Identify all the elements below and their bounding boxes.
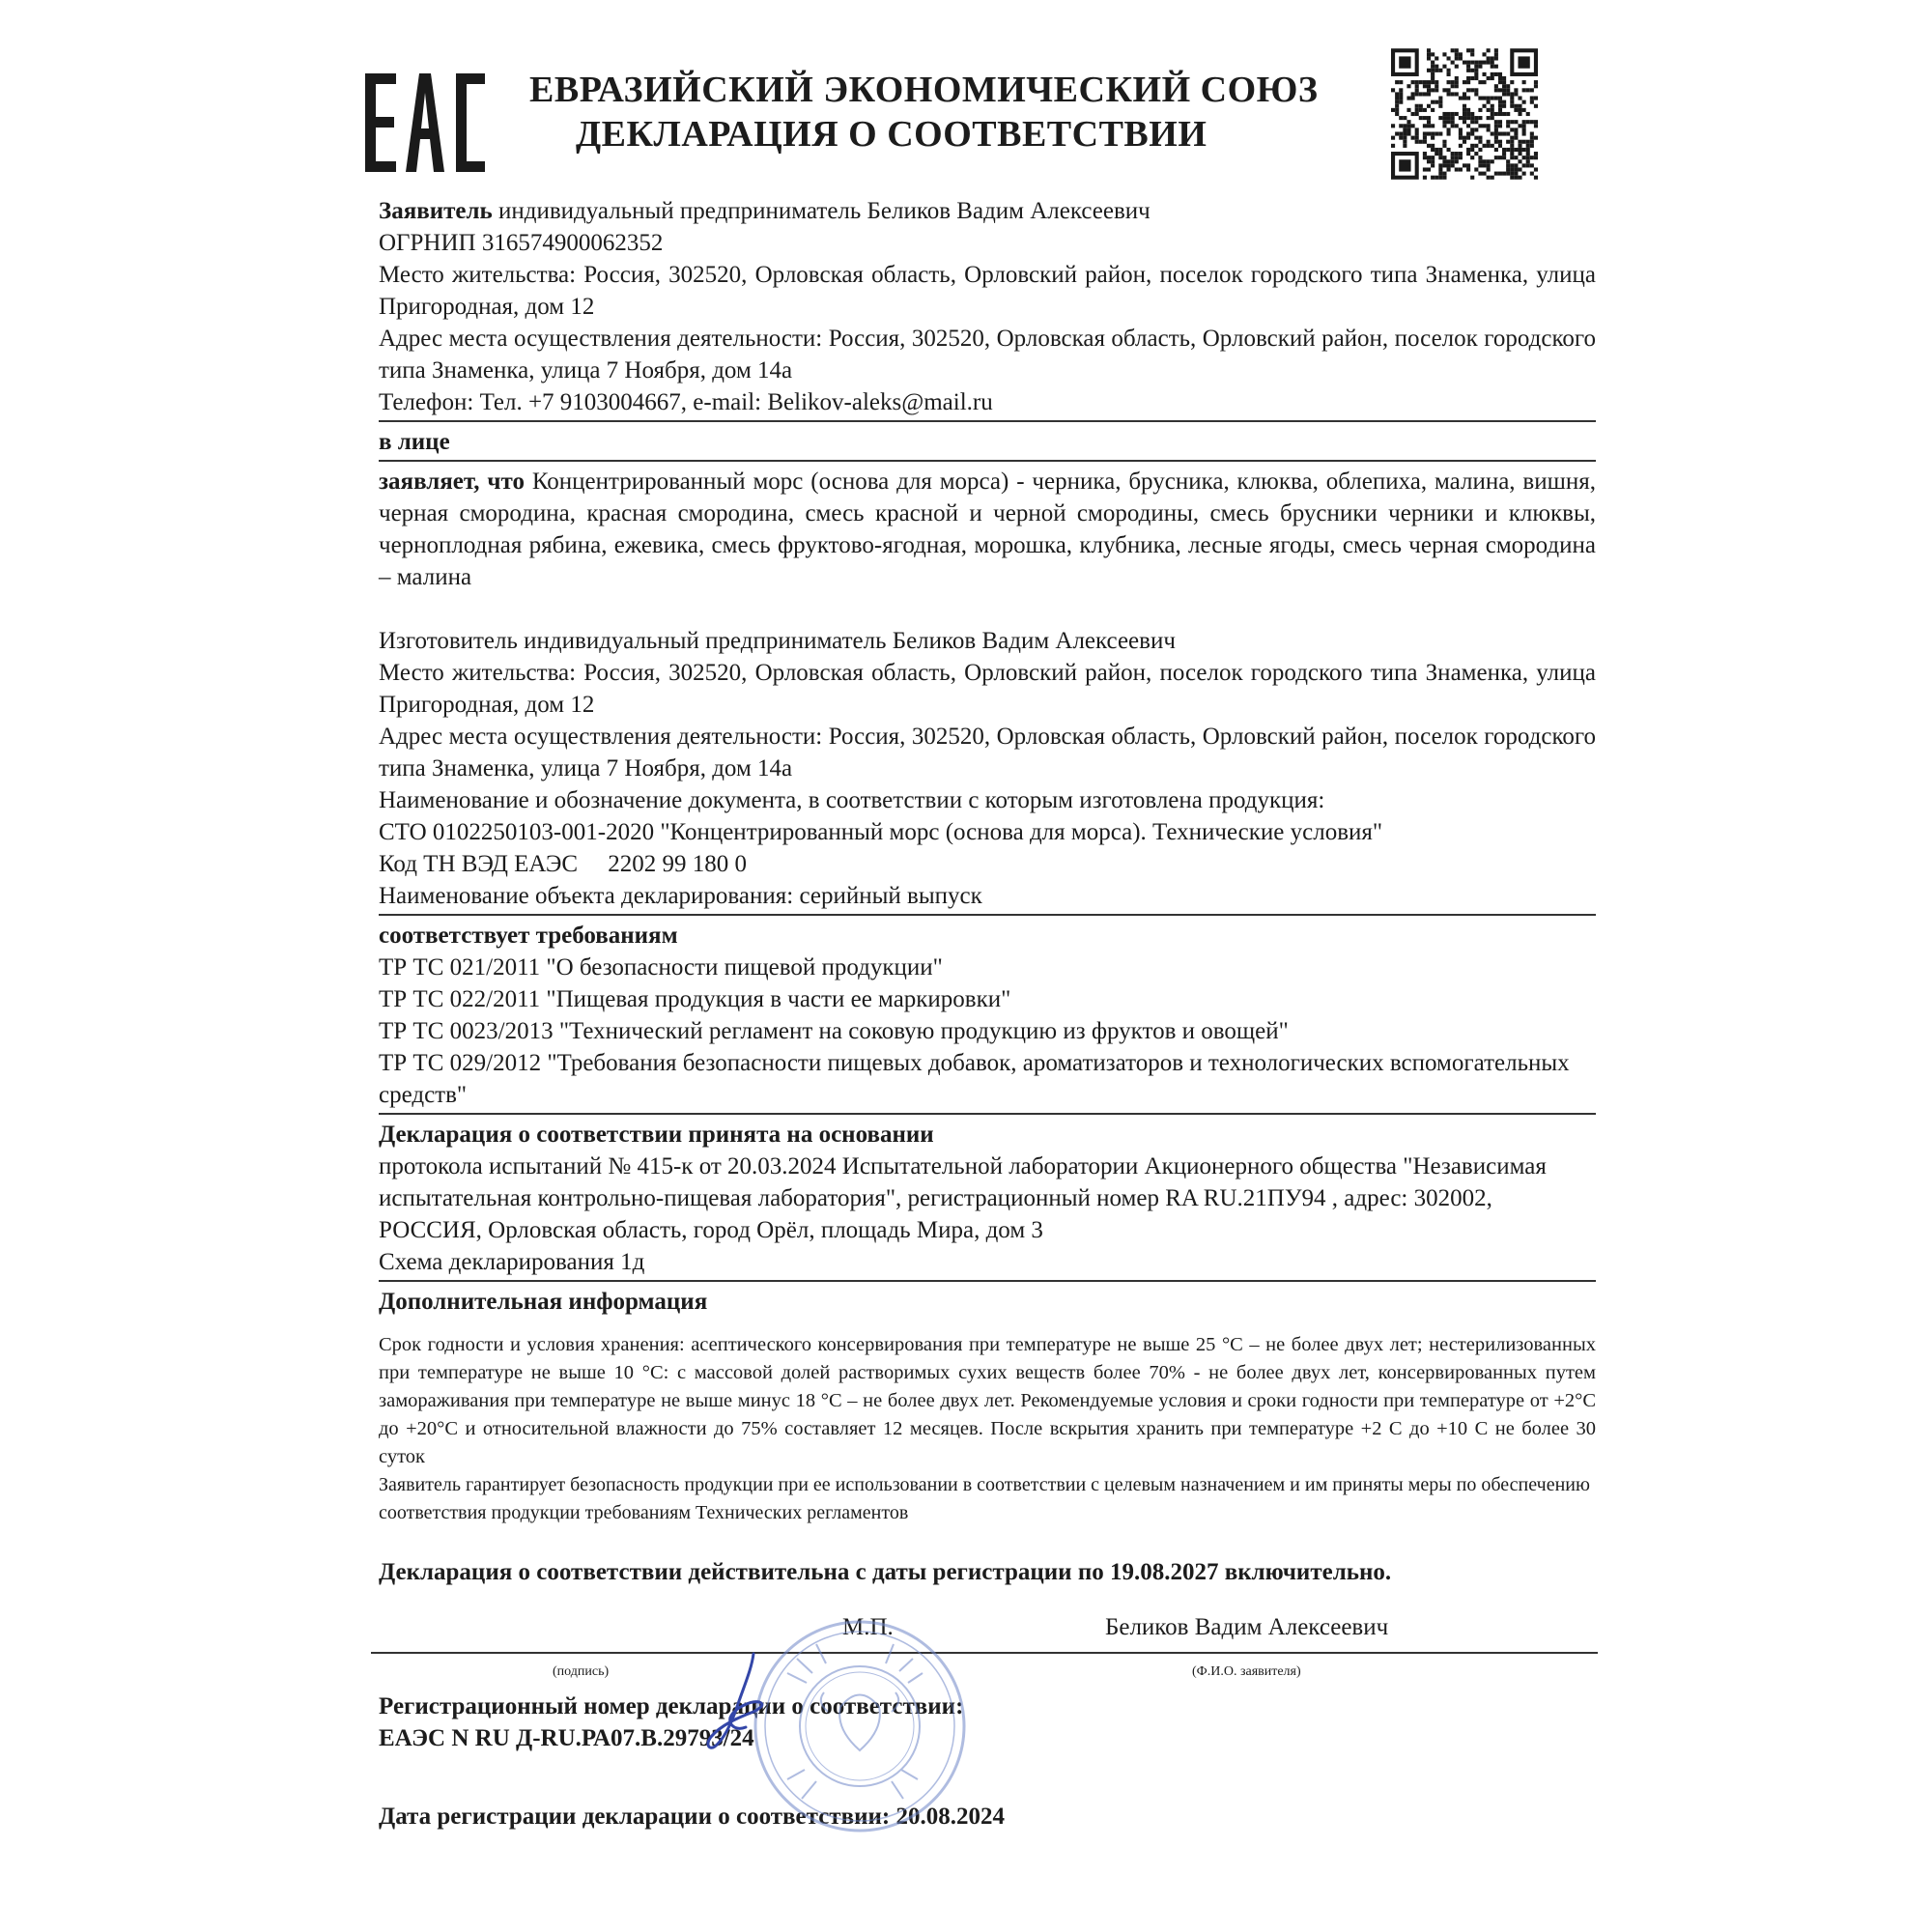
title-declaration: ДЕКЛАРАЦИЯ О СООТВЕТСТВИИ bbox=[576, 114, 1208, 155]
document-label: Наименование и обозначение документа, в соответствии с которым изготовлена продукция: bbox=[379, 787, 1325, 813]
declaration-scheme: Схема декларирования 1д bbox=[379, 1249, 645, 1275]
basis-label: Декларация о соответствии принята на основании bbox=[379, 1122, 934, 1148]
declaration-body bbox=[379, 195, 1596, 1833]
eac-logo bbox=[363, 70, 487, 176]
in-person-label: в лице bbox=[379, 429, 450, 455]
manufacturer-residence: Место жительства: Россия, 302520, Орловская область, Орловский район, поселок городского типа Знаменка, улица Пригородная, дом 12 bbox=[379, 660, 1596, 718]
divider bbox=[379, 1280, 1596, 1282]
applicant-line bbox=[379, 195, 1596, 227]
divider bbox=[379, 460, 1596, 462]
manufacturer-line: Изготовитель индивидуальный предприниматель Беликов Вадим Алексеевич bbox=[379, 628, 1176, 654]
applicant-ogrnip: ОГРНИП 316574900062352 bbox=[379, 230, 664, 256]
signature-captions bbox=[379, 1654, 1596, 1679]
requirement-item: ТР ТС 0023/2013 "Технический регламент на соковую продукцию из фруктов и овощей" bbox=[379, 1018, 1289, 1044]
storage-conditions: Срок годности и условия хранения: асептического консервирования при температуре не выше 25 °С – не более двух лет; нестерилизованных при температуре не выше 10 °С: с массовой долей растворимых сухих веществ более 70% - не более двух лет, консервированных путем замораживания при температуре не выше минус 18 °С – не более двух лет. Рекомендуемые условия и сроки годности при температуре от +2°С до +20°С и относительной влажности до 75% составляет 12 месяцев. После вскрытия хранить при температуре +2 С до +10 С не более 30 суток bbox=[379, 1334, 1596, 1467]
divider bbox=[379, 1113, 1596, 1115]
handwritten-signature bbox=[696, 1650, 782, 1756]
additional-info-label: Дополнительная информация bbox=[379, 1289, 708, 1315]
applicant-guarantee: Заявитель гарантирует безопасность продукции при ее использовании в соответствии с целевым назначением и им приняты меры по обеспечению соответствия продукции требованиям Технических регламентов bbox=[379, 1474, 1590, 1523]
title-union: ЕВРАЗИЙСКИЙ ЭКОНОМИЧЕСКИЙ СОЮЗ bbox=[529, 70, 1319, 110]
manufacturer-activity-address: Адрес места осуществления деятельности: Россия, 302520, Орловская область, Орловский район, поселок городского типа Знаменка, улица 7 Ноября, дом 14а bbox=[379, 724, 1596, 781]
declares-line bbox=[379, 466, 1596, 593]
applicant-name: индивидуальный предприниматель Беликов Вадим Алексеевич bbox=[492, 198, 1151, 224]
divider bbox=[379, 420, 1596, 422]
requirements-label: соответствует требованиям bbox=[379, 923, 678, 949]
registration-number-label: Регистрационный номер декларации о соответствии: bbox=[379, 1693, 964, 1719]
registration-date: Дата регистрации декларации о соответствии: 20.08.2024 bbox=[379, 1804, 1005, 1830]
declares-label: заявляет, что bbox=[379, 469, 525, 495]
signature-row bbox=[379, 1598, 1596, 1654]
registration-number-block bbox=[379, 1690, 1596, 1754]
qr-code bbox=[1391, 48, 1538, 180]
declaration-object: Наименование объекта декларирования: серийный выпуск bbox=[379, 883, 982, 909]
registration-number: ЕАЭС N RU Д-RU.РА07.В.29793/24 bbox=[379, 1725, 754, 1751]
requirement-item: ТР ТС 029/2012 "Требования безопасности пищевых добавок, ароматизаторов и технологических вспомогательных средств" bbox=[379, 1050, 1570, 1108]
document-standard: СТО 0102250103-001-2020 "Концентрированный морс (основа для морса). Технические условия" bbox=[379, 819, 1383, 845]
applicant-residence: Место жительства: Россия, 302520, Орловская область, Орловский район, поселок городского типа Знаменка, улица Пригородная, дом 12 bbox=[379, 262, 1596, 320]
tn-ved-code: Код ТН ВЭД ЕАЭС 2202 99 180 0 bbox=[379, 851, 748, 877]
seal-placeholder: М.П. bbox=[842, 1614, 894, 1640]
document-title bbox=[529, 68, 1379, 156]
spacer bbox=[379, 593, 1596, 625]
applicant-label: Заявитель bbox=[379, 198, 493, 224]
applicant-activity-address: Адрес места осуществления деятельности: Россия, 302520, Орловская область, Орловский район, поселок городского типа Знаменка, улица 7 Ноября, дом 14а bbox=[379, 326, 1596, 384]
requirement-item: ТР ТС 021/2011 "О безопасности пищевой продукции" bbox=[379, 954, 943, 980]
declares-text: Концентрированный морс (основа для морса) - черника, брусника, клюква, облепиха, малина, вишня, черная смородина, красная смородина, смесь красной и черной смородины, смесь брусники черники и клюквы, черноплодная рябина, ежевика, смесь фруктово-ягодная, морошка, клубника, лесные ягоды, смесь черная смородина – малина bbox=[379, 469, 1596, 590]
caption-fio: (Ф.И.О. заявителя) bbox=[1192, 1664, 1301, 1679]
requirement-item: ТР ТС 022/2011 "Пищевая продукция в части ее маркировки" bbox=[379, 986, 1011, 1012]
caption-signature: (подпись) bbox=[553, 1664, 610, 1679]
divider bbox=[379, 914, 1596, 916]
validity-period: Декларация о соответствии действительна с даты регистрации по 19.08.2027 включительно. bbox=[379, 1559, 1392, 1585]
applicant-fullname: Беликов Вадим Алексеевич bbox=[1105, 1614, 1389, 1640]
basis-text: протокола испытаний № 415-к от 20.03.2024 Испытательной лаборатории Акционерного общества "Независимая испытательная контрольно-пищевая лаборатория", регистрационный номер RA RU.21ПУ94 , адрес: 302002, РОССИЯ, Орловская область, город Орёл, площадь Мира, дом 3 bbox=[379, 1153, 1547, 1243]
applicant-phone: Телефон: Тел. +7 9103004667, e-mail: Belikov-aleks@mail.ru bbox=[379, 389, 993, 415]
